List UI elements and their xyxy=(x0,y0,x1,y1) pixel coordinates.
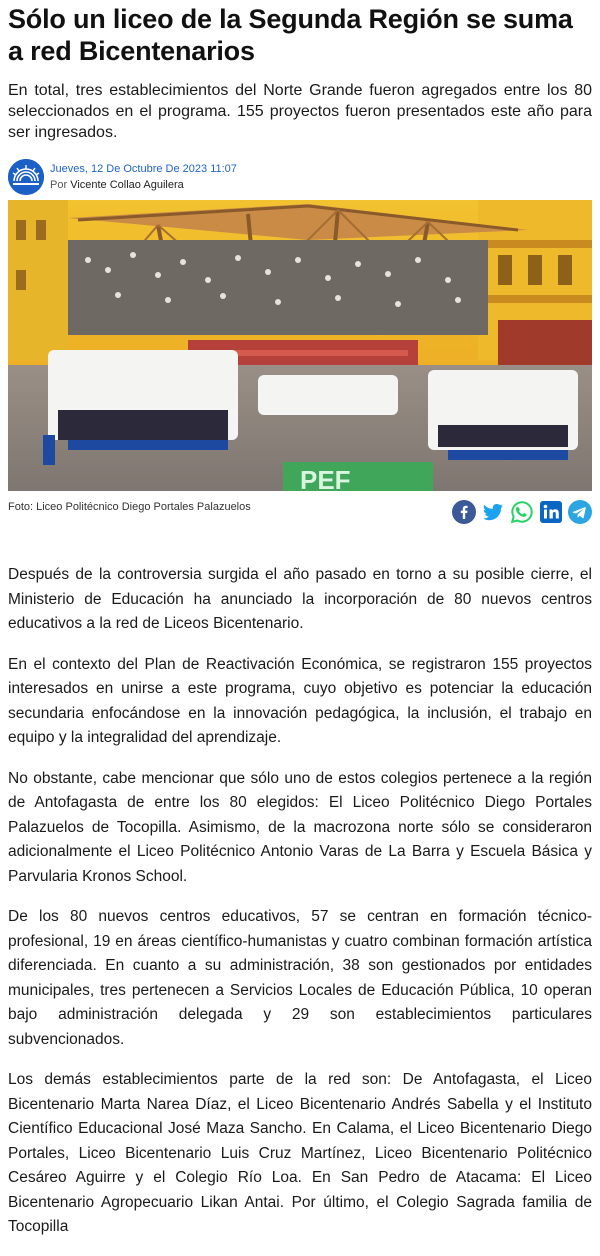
photo-caption: Foto: Liceo Politécnico Diego Portales Palazuelos xyxy=(8,501,251,513)
photo-banner-text: PEF xyxy=(300,465,351,491)
article xyxy=(8,0,592,1256)
photo-footer xyxy=(8,497,592,527)
headline: Sólo un liceo de la Segunda Región se suma a red Bicentenarios xyxy=(8,4,573,66)
publisher-logo-icon[interactable] xyxy=(8,159,44,195)
paragraph: Después de la controversia surgida el año pasado en torno a su posible cierre, el Ministerio de Educación ha anunciado la incorporación de 80 nuevos centros educativos a la red de Liceos Bicentenario. xyxy=(8,566,592,632)
byline xyxy=(8,159,592,195)
article-photo xyxy=(8,200,592,491)
author-line xyxy=(50,177,237,193)
paragraph: De los 80 nuevos centros educativos, 57 se centran en formación técnico-profesional, 19 en áreas científico-humanistas y cuatro combinan formación artística diferenciada. En cuanto a su administración, 38 son gestionados por entidades municipales, tres pertenecen a Servicios Locales de Educación Pública, 10 operan bajo administración delegada y 29 son establecimientos particulares subvencionados. xyxy=(8,908,592,1048)
paragraph: Los demás establecimientos parte de la red son: De Antofagasta, el Liceo Bicentenario Marta Narea Díaz, el Liceo Bicentenario Andrés Sabella y el Instituto Científico Educacional José Maza Sancho. En Calama, el Liceo Bicentenario Diego Portales, Liceo Bicentenario Luis Cruz Martínez, Liceo Bicentenario Politécnico Cesáreo Aguirre y el Colegio Río Loa. En San Pedro de Atacama: El Liceo Bicentenario Agropecuario Likan Antai. Por último, el Colegio Sagrada familia de Tocopilla xyxy=(8,1071,592,1235)
paragraph: En el contexto del Plan de Reactivación Económica, se registraron 155 proyectos interesados en unirse a este programa, cuyo objetivo es potenciar la educación secundaria enfocándose en la innovación pedagógica, la inclusión, el trabajo en equipo y la integralidad del aprendizaje. xyxy=(8,655,592,746)
article-body xyxy=(8,563,592,1240)
twitter-icon[interactable] xyxy=(481,500,505,524)
paragraph: No obstante, cabe mencionar que sólo uno de estos colegios pertenece a la región de Antofagasta de entre los 80 elegidos: El Liceo Politécnico Diego Portales Palazuelos de Tocopilla. Asimismo, de la macrozona norte sólo se consideraron adicionalmente el Liceo Politécnico Antonio Varas de La Barra y Escuela Básica y Parvularia Kronos School. xyxy=(8,769,592,885)
share-bar xyxy=(452,500,592,524)
subtitle: En total, tres establecimientos del Norte Grande fueron agregados entre los 80 seleccionados en el programa. 155 proyectos fueron presentados este año para ser ingresados. xyxy=(8,82,592,141)
telegram-icon[interactable] xyxy=(568,500,592,524)
whatsapp-icon[interactable] xyxy=(510,500,534,524)
linkedin-icon[interactable] xyxy=(539,500,563,524)
author-prefix: Por xyxy=(50,179,68,191)
author-name[interactable]: Vicente Collao Aguilera xyxy=(70,179,184,191)
publish-date: Jueves, 12 De Octubre De 2023 11:07 xyxy=(50,163,237,175)
facebook-icon[interactable] xyxy=(452,500,476,524)
